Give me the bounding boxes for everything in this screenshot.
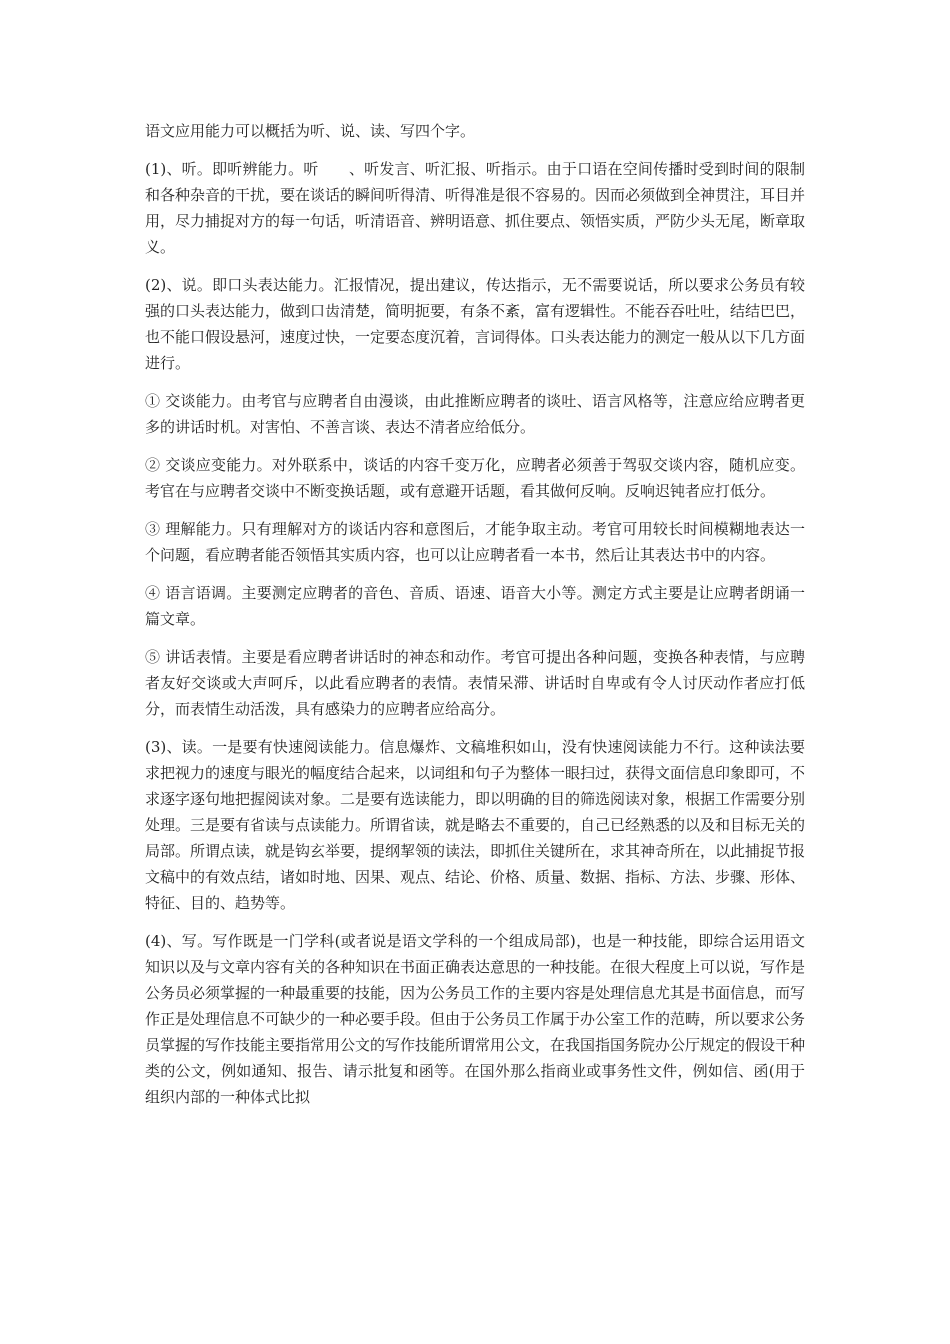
reading-paragraph: (3)、读。一是要有快速阅读能力。信息爆炸、文稿堆积如山，没有快速阅读能力不行。这种读法要求把视力的速度与眼光的幅度结合起来，以词组和句子为整体一眼扫过，获得文面信息印象即可，不求逐字逐句地把握阅读对象。二是要有选读能力，即以明确的目的筛选阅读对象，根据工作需要分别处理。三是要有省读与点读能力。所谓省读，就是略去不重要的，自己已经熟悉的以及和目标无关的局部。所谓点读，就是钩玄举要，提纲挈领的读法，即抓住关键所在，求其神奇所在，以此捕捉节报文稿中的有效点结，诸如时地、因果、观点、结论、价格、质量、数据、指标、方法、步骤、形体、特征、目的、趋势等。 xyxy=(145,738,806,912)
intonation-paragraph: ④ 语言语调。主要测定应聘者的音色、音质、语速、语音大小等。测定方式主要是让应聘者朗诵一篇文章。 xyxy=(145,584,805,628)
expression-paragraph: ⑤ 讲话表情。主要是看应聘者讲话时的神态和动作。考官可提出各种问题，变换各种表情，与应聘者友好交谈或大声呵斥，以此看应聘者的表情。表情呆滞、讲话时自卑或有令人讨厌动作者应打低分，而表情生动活泼，具有感染力的应聘者应给高分。 xyxy=(145,648,805,718)
document-body xyxy=(145,118,805,1122)
speaking-paragraph: (2)、说。即口头表达能力。汇报情况，提出建议，传达指示，无不需要说话，所以要求公务员有较强的口头表达能力，做到口齿清楚，简明扼要，有条不紊，富有逻辑性。不能吞吞吐吐，结结巴巴，也不能口假设悬河，速度过快，一定要态度沉着，言词得体。口头表达能力的测定一般从以下几方面进行。 xyxy=(145,276,806,372)
intro-paragraph: 语文应用能力可以概括为听、说、读、写四个字。 xyxy=(145,122,476,140)
conversation-adaptability-paragraph: ② 交谈应变能力。对外联系中，谈话的内容千变万化，应聘者必须善于驾驭交谈内容，随机应变。考官在与应聘者交谈中不断变换话题，或有意避开话题，看其做何反响。反响迟钝者应打低分。 xyxy=(145,456,805,500)
conversation-ability-paragraph: ① 交谈能力。由考官与应聘者自由漫谈，由此推断应聘者的谈吐、语言风格等，注意应给应聘者更多的讲话时机。对害怕、不善言谈、表达不清者应给低分。 xyxy=(145,392,805,436)
listening-paragraph: (1)、听。即听辨能力。听 、听发言、听汇报、听指示。由于口语在空间传播时受到时间的限制和各种杂音的干扰，要在谈话的瞬间听得清、听得准是很不容易的。因而必须做到全神贯注，耳目并用，尽力捕捉对方的每一句话，听清语音、辨明语意、抓住要点、领悟实质，严防少头无尾，断章取义。 xyxy=(145,160,806,256)
writing-paragraph: (4)、写。写作既是一门学科(或者说是语文学科的一个组成局部)，也是一种技能，即综合运用语文知识以及与文章内容有关的各种知识在书面正确表达意思的一种技能。在很大程度上可以说，写作是公务员必须掌握的一种最重要的技能，因为公务员工作的主要内容是处理信息尤其是书面信息，而写作正是处理信息不可缺少的一种必要手段。但由于公务员工作属于办公室工作的范畴，所以要求公务员掌握的写作技能主要指常用公文的写作技能所谓常用公文，在我国指国务院办公厅规定的假设干种类的公文，例如通知、报告、请示批复和函等。在国外那么指商业或事务性文件，例如信、函(用于组织内部的一种体式比拟 xyxy=(145,932,806,1106)
comprehension-paragraph: ③ 理解能力。只有理解对方的谈话内容和意图后，才能争取主动。考官可用较长时间模糊地表达一个问题，看应聘者能否领悟其实质内容，也可以让应聘者看一本书，然后让其表达书中的内容。 xyxy=(145,520,805,564)
